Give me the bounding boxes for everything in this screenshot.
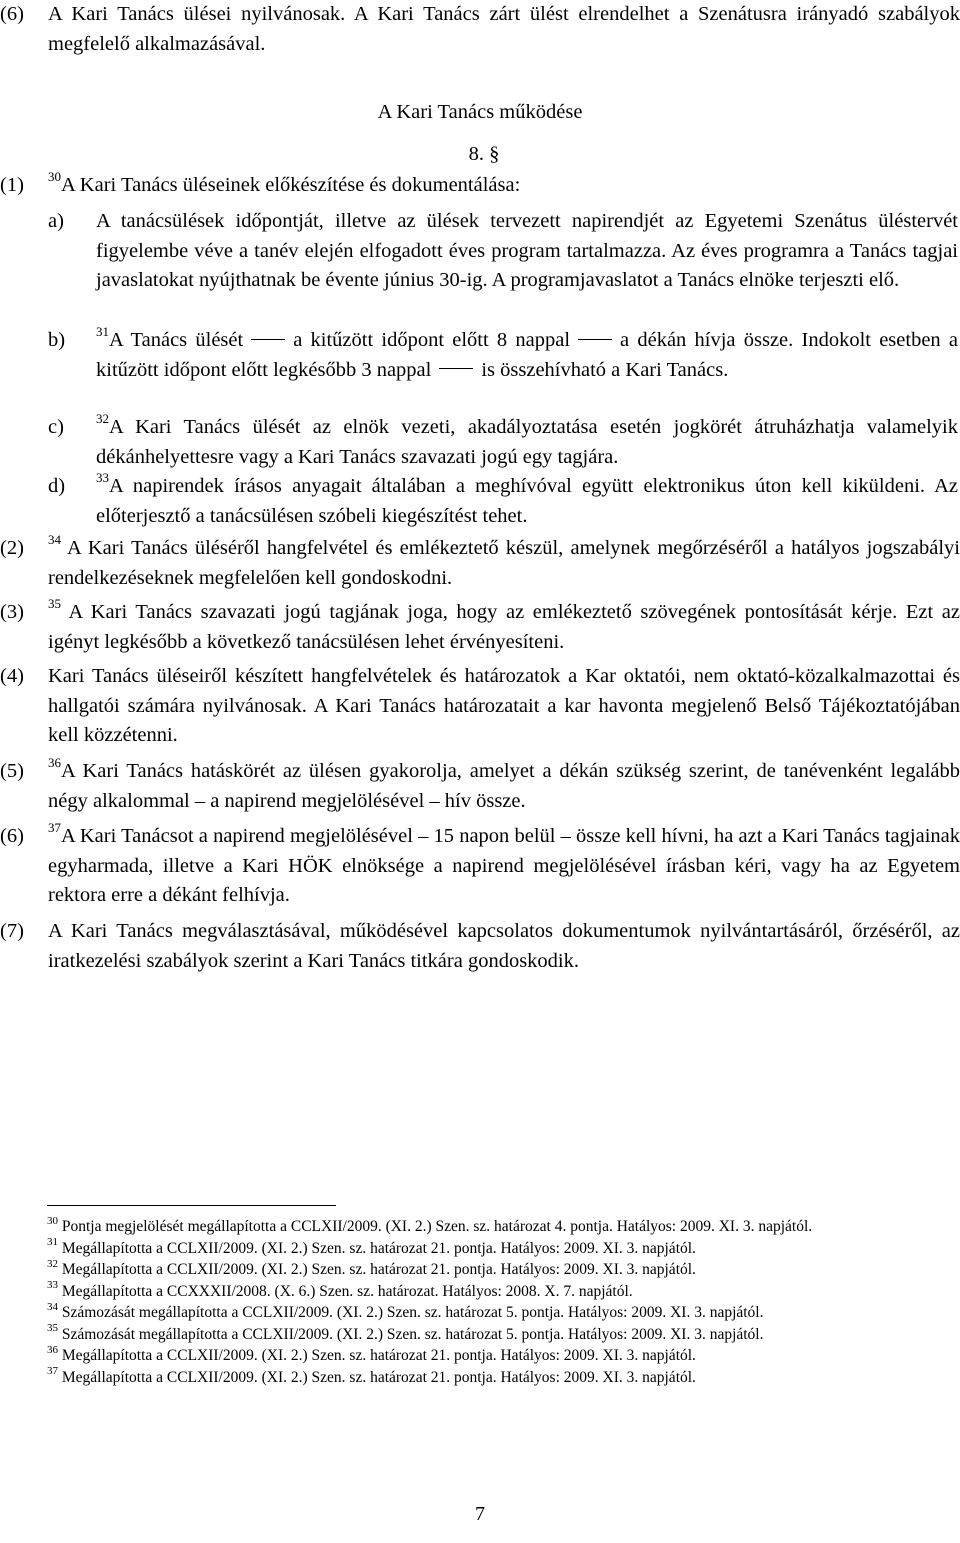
page-number: 7 — [475, 1503, 485, 1525]
footnote-ref[interactable]: 32 — [96, 411, 109, 427]
paragraph-number: (6) — [0, 3, 24, 25]
paragraph-number: (3) — [0, 601, 24, 623]
footnotes — [47, 1216, 959, 1388]
paragraph-7 — [0, 917, 960, 976]
paragraph-text — [48, 598, 960, 657]
paragraph-number: (1) — [0, 174, 24, 196]
list-item-a — [48, 207, 958, 296]
paragraph-body: A Kari Tanács hatáskörét az ülésen gyakorolja, amelyet a dékán szükség szerint, de tanévenként legalább négy alkalommal – a napirend megjelölésével – hív össze. — [48, 760, 960, 812]
footnote-number: 33 — [47, 1279, 58, 1292]
paragraph-5 — [0, 757, 960, 816]
item-text — [96, 326, 958, 385]
item-text-part: is összehívható a Kari Tanács. — [481, 358, 729, 381]
item-label: d) — [48, 475, 66, 497]
list-item-d — [48, 472, 958, 531]
item-label: b) — [48, 329, 66, 351]
footnote-number: 37 — [47, 1365, 58, 1378]
item-label: a) — [48, 210, 64, 232]
footnote-ref[interactable]: 35 — [48, 596, 61, 612]
paragraph-text — [48, 534, 960, 593]
paragraph-number: (5) — [0, 760, 24, 782]
footnote-number: 36 — [47, 1343, 58, 1356]
footnote-ref[interactable]: 30 — [48, 169, 61, 185]
paragraph-6-top — [0, 0, 960, 59]
footnote — [47, 1345, 959, 1367]
footnote-text: Számozását megállapította a CCLXII/2009. (XI. 2.) Szen. sz. határozat 5. pontja. Hatályos: 2009. XI. 3. napjától. — [61, 1325, 764, 1343]
footnote-text: Számozását megállapította a CCLXII/2009. (XI. 2.) Szen. sz. határozat 5. pontja. Hatályos: 2009. XI. 3. napjától. — [61, 1304, 764, 1321]
item-body: A napirendek írásos anyagait általában a meghívóval együtt elektronikus úton kell kiküldeni. Az előterjesztő a tanácsülésen szóbeli kiegészítést tehet. — [96, 475, 958, 527]
footnote-ref[interactable]: 31 — [96, 324, 109, 340]
list-item-b — [48, 326, 958, 385]
footnote-text: Megállapította a CCXXXII/2008. (X. 6.) Szen. sz. határozat. Hatályos: 2008. X. 7. napjától. — [61, 1282, 633, 1300]
paragraph-text — [48, 757, 960, 816]
paragraph-text: A Kari Tanács ülései nyilvánosak. A Kari Tanács zárt ülést elrendelhet a Szenátusra irányadó szabályok megfelelő alkalmazásával. — [48, 3, 960, 55]
footnote-ref[interactable]: 33 — [96, 470, 109, 486]
paragraph-number: (7) — [0, 920, 24, 942]
footnote-ref[interactable]: 37 — [48, 820, 61, 836]
footnote-text: Megállapította a CCLXII/2009. (XI. 2.) Szen. sz. határozat 21. pontja. Hatályos: 2009. XI. 3. napjától. — [61, 1239, 696, 1257]
item-label: c) — [48, 416, 64, 438]
dash-rule — [439, 368, 473, 369]
footnote-number: 30 — [47, 1214, 58, 1227]
footnote-text: Megállapította a CCLXII/2009. (XI. 2.) Szen. sz. határozat 21. pontja. Hatályos: 2009. XI. 3. napjától. — [61, 1347, 696, 1364]
item-text — [96, 413, 958, 472]
footnote — [47, 1281, 959, 1303]
paragraph-4 — [0, 662, 960, 751]
footnote — [47, 1302, 959, 1324]
footnote — [47, 1238, 959, 1260]
item-text-part: A Tanács ülését — [109, 329, 244, 351]
footnote-text: Pontja megjelölését megállapította a CCLXII/2009. (XI. 2.) Szen. sz. határozat 4. pontja. Hatályos: 2009. XI. 3. napjától. — [61, 1218, 813, 1235]
item-text-part: a kitűzött időpont előtt 8 nappal — [293, 329, 571, 351]
paragraph-number: (2) — [0, 537, 24, 559]
item-body: A Kari Tanács ülését az elnök vezeti, akadályoztatása esetén jogkörét átruházhatja valamelyik dékánhelyettesre vagy a Kari Tanács szavazati jogú egy tagjára. — [96, 416, 958, 468]
paragraph-body: A Kari Tanács szavazati jogú tagjának joga, hogy az emlékeztető szövegének pontosítását kérje. Ezt az igényt legkésőbb a következő tanácsülésen lehet érvényesíteni. — [48, 601, 960, 653]
footnote-text: Megállapította a CCLXII/2009. (XI. 2.) Szen. sz. határozat 21. pontja. Hatályos: 2009. XI. 3. napjától. — [61, 1261, 696, 1278]
paragraph-text: Kari Tanács üléseiről készített hangfelvételek és határozatok a Kar oktatói, nem oktató-közalkalmazottai és hallgatói számára nyilvánosak. A Kari Tanács határozatait a kar havonta megjelenő Belső Tájékoztatójában kell közzétenni. — [48, 665, 960, 746]
paragraph-body: A Kari Tanács üléseinek előkészítése és dokumentálása: — [61, 174, 521, 196]
paragraph-text: A Kari Tanács megválasztásával, működésével kapcsolatos dokumentumok nyilvántartásáról, őrzéséről, az iratkezelési szabályok szerint a Kari Tanács titkára gondoskodik. — [48, 920, 960, 972]
footnote — [47, 1324, 959, 1346]
section-number: 8. § — [468, 143, 500, 165]
paragraph-body: A Kari Tanácsot a napirend megjelölésével – 15 napon belül – össze kell hívni, ha azt a Kari Tanács tagjainak egyharmada, illetve a Kari HÖK elnöksége a napirend megjelölésével írásban kéri, vagy ha az Egyetem rektora erre a dékánt felhívja. — [48, 825, 960, 906]
list-item-c — [48, 413, 958, 472]
footnote-separator — [47, 1205, 336, 1206]
section-title: A Kari Tanács működése — [377, 101, 583, 123]
paragraph-text — [48, 171, 960, 201]
item-text — [96, 472, 958, 531]
paragraph-6 — [0, 822, 960, 911]
paragraph-number: (4) — [0, 665, 24, 687]
paragraph-2 — [0, 534, 960, 593]
footnote-ref[interactable]: 34 — [48, 532, 61, 548]
footnote-number: 34 — [47, 1300, 58, 1313]
footnote-number: 31 — [47, 1236, 58, 1249]
footnote-number: 35 — [47, 1322, 58, 1335]
footnote — [47, 1367, 959, 1389]
paragraph-1 — [0, 171, 960, 201]
footnote-number: 32 — [47, 1257, 58, 1270]
footnote — [47, 1259, 959, 1281]
item-text: A tanácsülések időpontját, illetve az ülések tervezett napirendjét az Egyetemi Szenátus üléstervét figyelembe véve a tanév elején elfogadott éves program tartalmazza. Az éves programra a Tanács tagjai javaslatokat nyújthatnak be évente június 30-ig. A programjavaslatot a Tanács elnöke terjeszti elő. — [96, 210, 958, 291]
footnote-ref[interactable]: 36 — [48, 755, 61, 771]
paragraph-text — [48, 822, 960, 911]
paragraph-3 — [0, 598, 960, 657]
footnote-text: Megállapította a CCLXII/2009. (XI. 2.) Szen. sz. határozat 21. pontja. Hatályos: 2009. XI. 3. napjától. — [61, 1368, 696, 1386]
paragraph-body: A Kari Tanács üléséről hangfelvétel és emlékeztető készül, amelynek megőrzéséről a hatályos jogszabályi rendelkezéseknek megfelelően kell gondoskodni. — [48, 537, 960, 589]
dash-rule — [251, 339, 285, 340]
item-text-part: a dékán hívja össze. Indokolt esetben a kitűzött időpont előtt legkésőbb 3 nappal — [96, 329, 958, 381]
paragraph-number: (6) — [0, 825, 24, 847]
dash-rule — [578, 339, 612, 340]
footnote — [47, 1216, 959, 1238]
